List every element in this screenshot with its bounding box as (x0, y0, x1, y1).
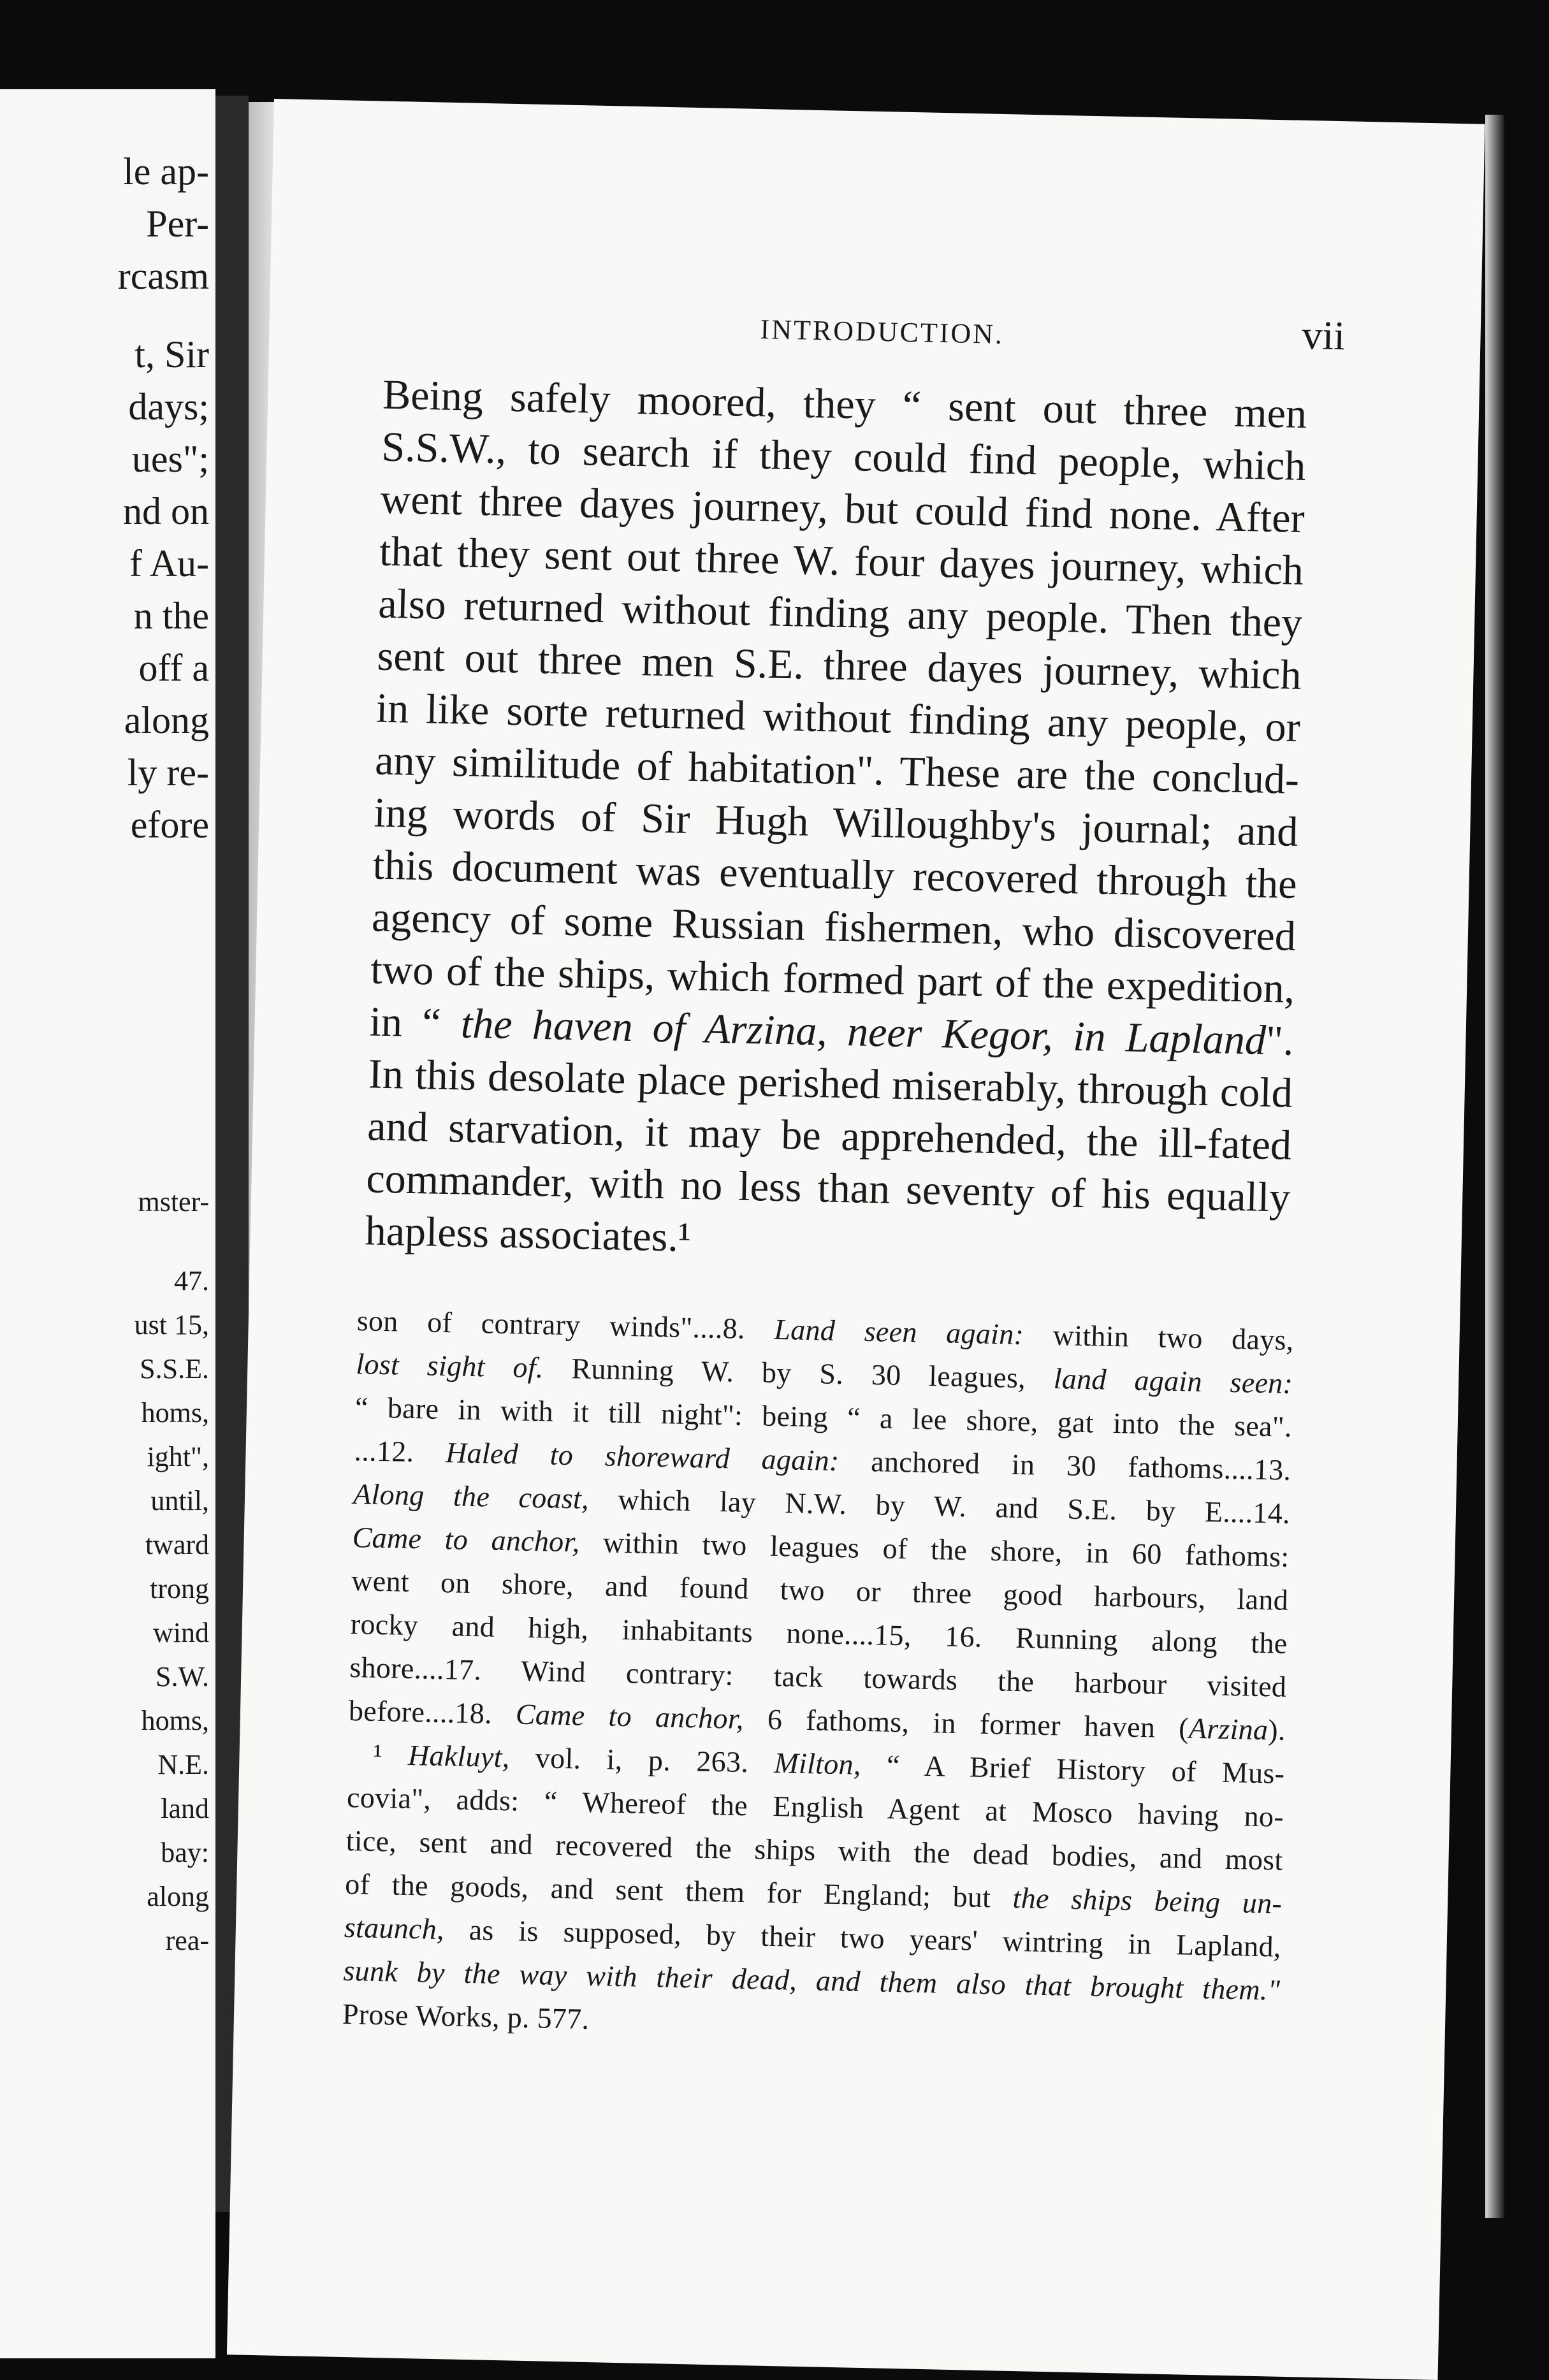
text-line: hapless associates.¹ (365, 1207, 692, 1261)
footnote-line: tice, sent and recovered the ships with the dead bodies, and most (345, 1824, 1284, 1876)
footnote-line: Prose Works, p. 577. (342, 1997, 590, 2036)
left-page-line: n the (133, 595, 209, 637)
footnote-line: sunk by the way with their dead, and them also that brought them." (342, 1954, 1281, 2006)
body-text (365, 369, 1307, 1277)
page-edge (1485, 115, 1504, 2218)
left-page-note-line: S.W. (156, 1661, 209, 1693)
left-page-note-line: homs, (141, 1705, 209, 1737)
left-page-note-line: bay: (161, 1837, 209, 1869)
left-page-line: rcasm (117, 255, 209, 297)
footnote-line: covia", adds: “ Whereof the English Agent at Mosco having no- (346, 1780, 1284, 1833)
left-page-line: ly re- (127, 751, 209, 794)
left-page-note-line: tward (145, 1529, 209, 1561)
text-line: went three dayes journey, but could find none. After (380, 475, 1305, 542)
left-page-line: nd on (123, 490, 209, 532)
text-line: in like sorte returned without finding any people, or (375, 685, 1301, 751)
left-page-note-line: mster- (138, 1186, 209, 1217)
text-line: ing words of Sir Hugh Willoughby's journal; and (373, 789, 1299, 855)
left-page-line: le ap- (123, 150, 209, 192)
note-line: lost sight of. Running W. by S. 30 leagues, land again seen: (355, 1347, 1293, 1400)
left-page-note-line: ust 15, (134, 1309, 209, 1341)
left-page-note-line: wind (153, 1617, 209, 1649)
left-page-note-line: S.S.E. (140, 1353, 209, 1385)
footnote-line: of the goods, and sent them for England; but the ships being un- (344, 1867, 1283, 1920)
text-line: commander, with no less than seventy of his equally (365, 1155, 1291, 1221)
text-line: in “ the haven of Arzina, neer Kegor, in Lapland". (368, 998, 1295, 1064)
left-page-line: along (124, 699, 209, 741)
left-page-note-line: 47. (174, 1265, 209, 1297)
left-page-note-line: N.E. (157, 1749, 209, 1781)
left-page-line: f Au- (129, 542, 209, 584)
left-page-note-line: land (161, 1793, 209, 1825)
text-line: agency of some Russian fishermen, who discovered (371, 894, 1297, 960)
current-page (227, 99, 1485, 2380)
note-line: Along the coast, which lay N.W. by W. and S.E. by E....14. (353, 1477, 1291, 1530)
text-line: that they sent out three W. four dayes journey, which (379, 528, 1304, 594)
text-line: two of the ships, which formed part of the expedition, (370, 946, 1295, 1012)
text-line: In this desolate place perished miserably, through cold (368, 1050, 1293, 1117)
text-line: this document was eventually recovered through the (372, 841, 1298, 908)
left-page-note-line: along (147, 1881, 209, 1913)
left-page-line: Per- (146, 203, 209, 245)
text-line: and starvation, it may be apprehended, the ill-fated (367, 1103, 1292, 1169)
note-line: Came to anchor, within two leagues of the shore, in 60 fathoms: (352, 1521, 1290, 1573)
left-page-note-line: until, (150, 1485, 209, 1517)
note-line: went on shore, and found two or three good harbours, land (351, 1564, 1289, 1616)
text-line: Being safely moored, they “ sent out three men (382, 371, 1307, 438)
left-page-line: days; (128, 386, 209, 428)
left-page-note-line: ight", (147, 1441, 209, 1473)
note-line: before....18. Came to anchor, 6 fathoms, in former haven (Arzina). (348, 1694, 1286, 1746)
left-page-line: t, Sir (135, 333, 209, 375)
left-page-line: efore (130, 804, 209, 846)
note-line: rocky and high, inhabitants none....15, 16. Running along the (350, 1607, 1288, 1660)
note-line: ...12. Haled to shoreward again: anchored in 30 fathoms....13. (354, 1434, 1291, 1486)
left-page-note-line: homs, (141, 1397, 209, 1429)
running-head: INTRODUCTION. (760, 314, 1005, 351)
footnote-line: ¹ Hakluyt, vol. i, p. 263. Milton, “ A Brief History of Mus- (373, 1738, 1285, 1790)
left-page-note-line: trong (150, 1573, 209, 1605)
text-line: also returned without finding any people. Then they (377, 580, 1303, 646)
note-line: shore....17. Wind contrary: tack towards the harbour visited (349, 1651, 1287, 1703)
note-line: “ bare in with it till night": being “ a lee shore, gat into the sea". (354, 1391, 1293, 1443)
text-line: S.S.W., to search if they could find people, which (381, 423, 1307, 490)
footnote-line: staunch, as is supposed, by their two years' wintring in Lapland, (344, 1910, 1282, 1963)
previous-page (0, 89, 215, 2358)
left-page-line: off a (138, 647, 209, 689)
left-page-line: ues"; (131, 438, 209, 480)
text-line: sent out three men S.E. three dayes journey, which (376, 632, 1302, 699)
note-line: son of contrary winds"....8. Land seen again: within two days, (356, 1304, 1295, 1356)
left-page-note-line: rea- (165, 1925, 209, 1957)
text-line: any similitude of habitation". These are the conclud- (374, 737, 1300, 803)
footnotes (342, 1299, 1294, 2056)
page-number: vii (1301, 312, 1346, 359)
